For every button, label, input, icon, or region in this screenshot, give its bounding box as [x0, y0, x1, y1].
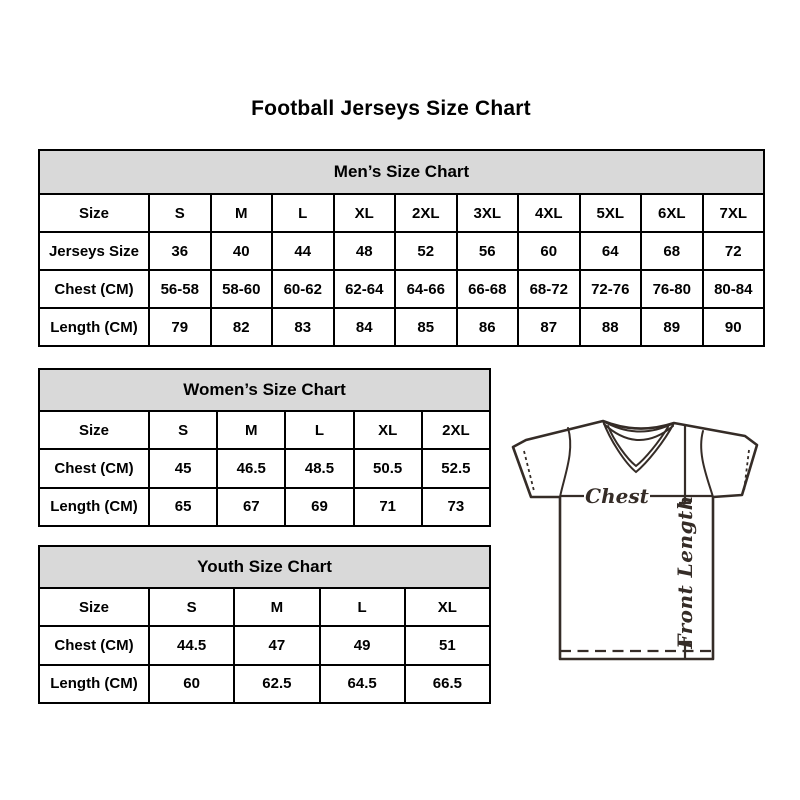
- chest-label: Chest: [585, 484, 649, 508]
- value-cell: 51: [405, 626, 490, 664]
- value-cell: 3XL: [457, 194, 519, 232]
- row-label-cell: Chest (CM): [39, 270, 149, 308]
- jersey-illustration: [504, 407, 766, 665]
- value-cell: 44.5: [149, 626, 234, 664]
- value-cell: 60: [518, 232, 580, 270]
- table-row: [39, 449, 490, 487]
- row-label-cell: Size: [39, 588, 149, 626]
- table-row: [39, 308, 764, 346]
- row-label-cell: Length (CM): [39, 488, 149, 526]
- value-cell: 60: [149, 665, 234, 703]
- value-cell: 89: [641, 308, 703, 346]
- table-row: [39, 194, 764, 232]
- value-cell: 60-62: [272, 270, 334, 308]
- row-label-cell: Size: [39, 194, 149, 232]
- value-cell: 7XL: [703, 194, 765, 232]
- front-length-label: Front Length: [673, 495, 697, 649]
- womens-table-title: Women’s Size Chart: [39, 369, 490, 411]
- value-cell: 68-72: [518, 270, 580, 308]
- value-cell: XL: [334, 194, 396, 232]
- value-cell: 66-68: [457, 270, 519, 308]
- value-cell: 64: [580, 232, 642, 270]
- value-cell: 56: [457, 232, 519, 270]
- mens-table-title-row: [39, 150, 764, 194]
- page-title: Football Jerseys Size Chart: [251, 97, 531, 120]
- jersey-measurement-diagram: [504, 407, 766, 665]
- value-cell: 2XL: [422, 411, 490, 449]
- value-cell: L: [272, 194, 334, 232]
- row-label-cell: Length (CM): [39, 308, 149, 346]
- youth-table-title: Youth Size Chart: [39, 546, 490, 588]
- youth-size-table: [38, 545, 491, 704]
- table-row: [39, 488, 490, 526]
- value-cell: S: [149, 411, 217, 449]
- value-cell: 5XL: [580, 194, 642, 232]
- value-cell: 65: [149, 488, 217, 526]
- value-cell: 4XL: [518, 194, 580, 232]
- value-cell: 44: [272, 232, 334, 270]
- row-label-cell: Size: [39, 411, 149, 449]
- value-cell: 48: [334, 232, 396, 270]
- value-cell: 84: [334, 308, 396, 346]
- value-cell: 79: [149, 308, 211, 346]
- table-row: [39, 411, 490, 449]
- value-cell: M: [211, 194, 273, 232]
- value-cell: 2XL: [395, 194, 457, 232]
- value-cell: 76-80: [641, 270, 703, 308]
- table-row: [39, 665, 490, 703]
- value-cell: 73: [422, 488, 490, 526]
- value-cell: 67: [217, 488, 285, 526]
- value-cell: 45: [149, 449, 217, 487]
- value-cell: 36: [149, 232, 211, 270]
- value-cell: 86: [457, 308, 519, 346]
- value-cell: 62-64: [334, 270, 396, 308]
- value-cell: 47: [234, 626, 319, 664]
- mens-table-title: Men’s Size Chart: [39, 150, 764, 194]
- value-cell: L: [285, 411, 353, 449]
- value-cell: M: [234, 588, 319, 626]
- value-cell: 48.5: [285, 449, 353, 487]
- value-cell: 64.5: [320, 665, 405, 703]
- value-cell: 72: [703, 232, 765, 270]
- value-cell: 52: [395, 232, 457, 270]
- value-cell: S: [149, 588, 234, 626]
- value-cell: 87: [518, 308, 580, 346]
- value-cell: XL: [405, 588, 490, 626]
- value-cell: 85: [395, 308, 457, 346]
- value-cell: S: [149, 194, 211, 232]
- value-cell: 58-60: [211, 270, 273, 308]
- value-cell: 83: [272, 308, 334, 346]
- value-cell: 90: [703, 308, 765, 346]
- jersey-outline: [513, 421, 757, 659]
- row-label-cell: Length (CM): [39, 665, 149, 703]
- table-row: [39, 588, 490, 626]
- value-cell: 49: [320, 626, 405, 664]
- value-cell: 6XL: [641, 194, 703, 232]
- value-cell: 50.5: [354, 449, 422, 487]
- value-cell: 64-66: [395, 270, 457, 308]
- value-cell: 52.5: [422, 449, 490, 487]
- value-cell: 66.5: [405, 665, 490, 703]
- value-cell: 80-84: [703, 270, 765, 308]
- value-cell: 46.5: [217, 449, 285, 487]
- table-row: [39, 626, 490, 664]
- value-cell: 62.5: [234, 665, 319, 703]
- value-cell: 40: [211, 232, 273, 270]
- mens-size-table: [38, 149, 765, 347]
- value-cell: 82: [211, 308, 273, 346]
- value-cell: 71: [354, 488, 422, 526]
- row-label-cell: Chest (CM): [39, 626, 149, 664]
- table-row: [39, 232, 764, 270]
- youth-table-title-row: [39, 546, 490, 588]
- value-cell: 88: [580, 308, 642, 346]
- value-cell: 72-76: [580, 270, 642, 308]
- womens-size-table: [38, 368, 491, 527]
- womens-table-title-row: [39, 369, 490, 411]
- row-label-cell: Jerseys Size: [39, 232, 149, 270]
- value-cell: XL: [354, 411, 422, 449]
- value-cell: 56-58: [149, 270, 211, 308]
- row-label-cell: Chest (CM): [39, 449, 149, 487]
- table-row: [39, 270, 764, 308]
- value-cell: 68: [641, 232, 703, 270]
- value-cell: M: [217, 411, 285, 449]
- value-cell: 69: [285, 488, 353, 526]
- value-cell: L: [320, 588, 405, 626]
